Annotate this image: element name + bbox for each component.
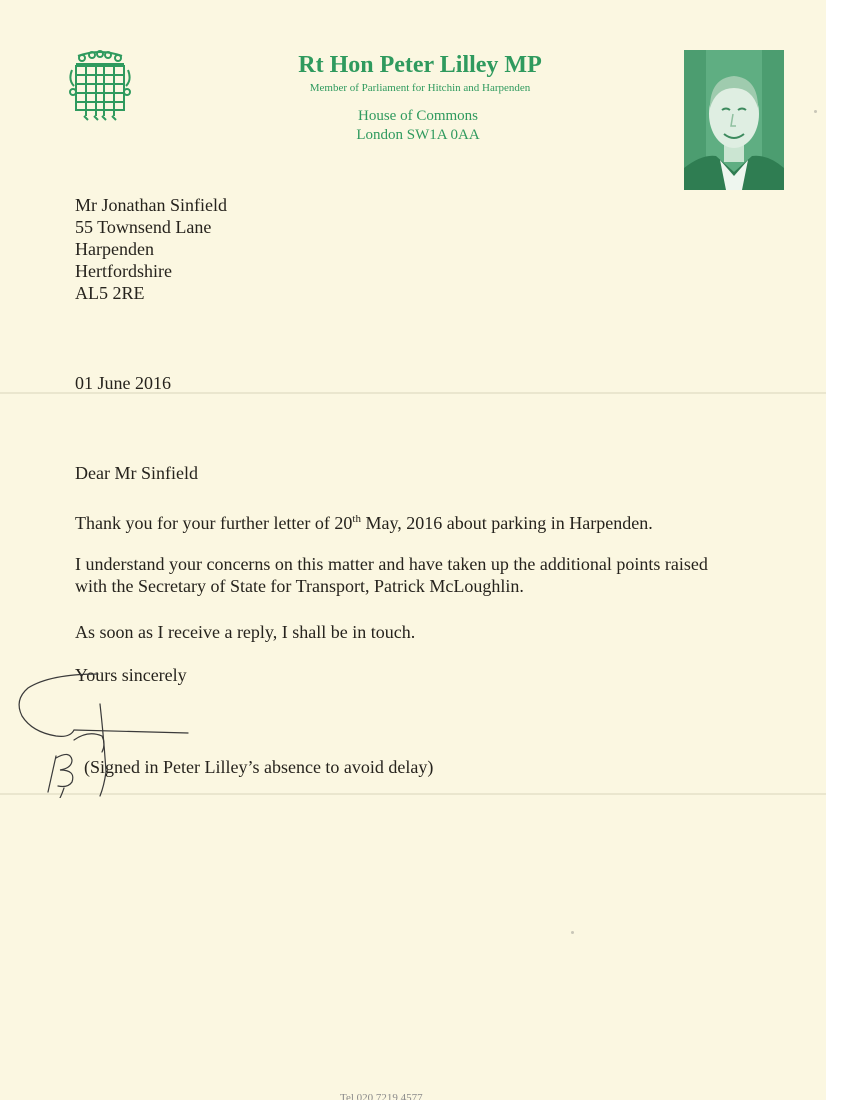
recipient-postcode: AL5 2RE [75, 283, 145, 303]
body-paragraph-2: I understand your concerns on this matter and have taken up the additional points raised with the Secretary of State for Transport, Patrick McLoughlin. [75, 554, 708, 596]
recipient-address [75, 194, 227, 304]
footer-telephone: Tel 020 7219 4577 [340, 1092, 423, 1100]
paper-speck [571, 931, 574, 934]
salutation: Dear Mr Sinfield [75, 463, 198, 483]
recipient-town: Harpenden [75, 239, 154, 259]
paper-speck [814, 110, 817, 113]
signed-note: (Signed in Peter Lilley’s absence to avoid delay) [84, 757, 434, 777]
body-paragraph-3: As soon as I receive a reply, I shall be in touch. [75, 622, 416, 642]
portcullis-crest-icon [68, 50, 132, 122]
mp-role: Member of Parliament for Hitchin and Harpenden [309, 82, 531, 94]
signatory-initials [42, 748, 82, 798]
recipient-street: 55 Townsend Lane [75, 217, 212, 237]
letter-date: 01 June 2016 [75, 373, 171, 393]
handwritten-signature [10, 660, 210, 810]
letterhead-address [318, 107, 518, 145]
mp-portrait [684, 50, 784, 190]
body-paragraph-1 [75, 508, 653, 534]
recipient-county: Hertfordshire [75, 261, 172, 281]
ordinal-suffix: th [352, 513, 361, 525]
letterhead-address-line: London SW1A 0AA [356, 127, 480, 143]
recipient-name: Mr Jonathan Sinfield [75, 195, 227, 215]
mp-name: Rt Hon Peter Lilley MP [298, 52, 542, 78]
letterhead-address-line: House of Commons [358, 108, 478, 124]
body-paragraph-1-end: May, 2016 about parking in Harpenden. [360, 513, 653, 533]
body-paragraph-1-start: Thank you for your further letter of 20 [75, 513, 353, 533]
closing: Yours sincerely [75, 665, 187, 685]
portrait-image [684, 50, 784, 190]
